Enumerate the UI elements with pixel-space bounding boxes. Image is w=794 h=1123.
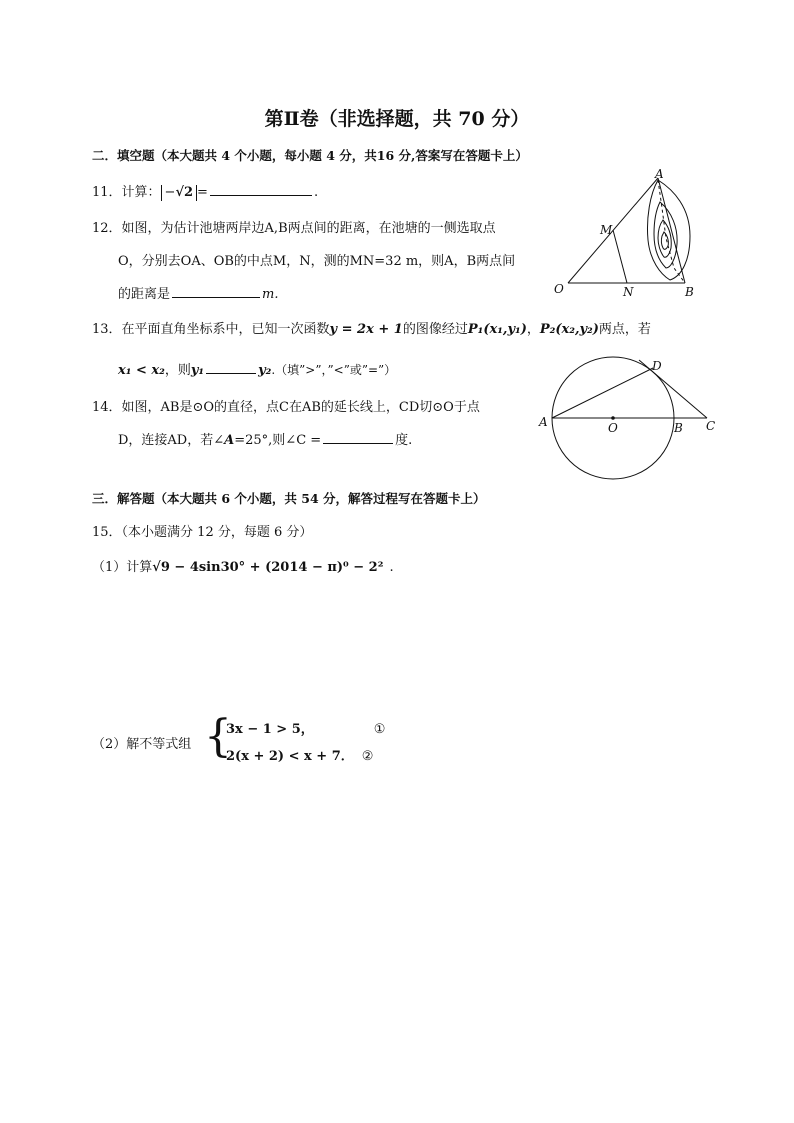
label-d: D [652,359,662,373]
q13-function: y = 2x + 1 [329,322,403,337]
question-14-line2: D，连接AD，若∠A=25°,则∠C = 度. [118,433,413,448]
q13-condition: x₁ < x₂ [118,363,165,378]
label-o: O [554,282,564,296]
label-n: N [623,285,634,299]
question-13-line2: x₁ < x₂，则y₁ y₂.（填”>”，”<”或”=”） [118,363,397,378]
label-o: O [608,421,618,435]
chord-ad [552,368,653,418]
q11-abs-expression: −√2 [161,185,198,201]
section-solution-header: 三．解答题（本大题共 6 个小题，共 54 分，解答过程写在答题卡上） [92,491,486,506]
q11-equals: = [197,185,208,200]
q12-answer-blank [172,285,260,298]
inequality-2: 2(x + 2) < x + 7． ② [226,749,374,764]
question-15-part2-label: （2）解不等式组 [92,737,192,752]
label-m: M [600,223,613,237]
question-15-header: 15．（本小题满分 12 分，每题 6 分） [92,525,313,540]
question-14-line1: 14．如图，AB是⊙O的直径，点C在AB的延长线上，CD切⊙O于点 [92,400,480,415]
label-b: B [674,421,683,435]
inequality-1-mark: ① [373,722,386,737]
label-b: B [685,285,694,299]
q11-prefix: 11．计算： [92,185,161,200]
q15-part1-expression: √9 − 4sin30° + (2014 − π)⁰ − 2² [152,560,384,575]
q13-answer-blank [206,361,256,374]
label-a: A [655,168,664,181]
inequality-1: 3x − 1 > 5， ① [226,722,386,737]
section-fill-in-header: 二．填空题（本大题共 4 个小题，每小题 4 分，共16 分,答案写在答题卡上） [92,148,528,163]
question-11: 11．计算： −√2 = . [92,185,319,200]
question-12-line3: 的距离是 m. [118,287,279,302]
circle-tangent-figure [535,352,725,484]
label-a: A [539,415,548,429]
question-13-line1: 13．在平面直角坐标系中，已知一次函数y = 2x + 1的图像经过P₁(x₁,y₁)，P₂(x₂,y₂)两点，若 [92,322,651,337]
question-12-line2: O，分别去OA、OB的中点M，N，测的MN=32 m，则A，B两点间 [118,254,516,269]
inequality-2-mark: ② [361,749,374,764]
q14-answer-blank [323,431,393,444]
segment-ab [658,178,685,283]
label-c: C [706,419,716,433]
question-15-part1: （1）计算√9 − 4sin30° + (2014 − π)⁰ − 2² . [92,560,394,575]
q13-point-p1: P₁(x₁,y₁) [467,322,527,337]
q11-answer-blank [210,183,312,196]
pond-contour-4 [661,232,668,249]
inequality-brace: { [204,711,232,762]
question-12-line1: 12．如图，为估计池塘两岸边A,B两点间的距离，在池塘的一侧选取点 [92,221,496,236]
center-point [611,416,615,420]
q13-point-p2: P₂(x₂,y₂) [539,322,599,337]
page-title: 第Ⅱ卷（非选择题，共 70 分） [264,108,530,130]
pond-triangle-figure [550,168,710,300]
segment-mn [613,230,627,283]
